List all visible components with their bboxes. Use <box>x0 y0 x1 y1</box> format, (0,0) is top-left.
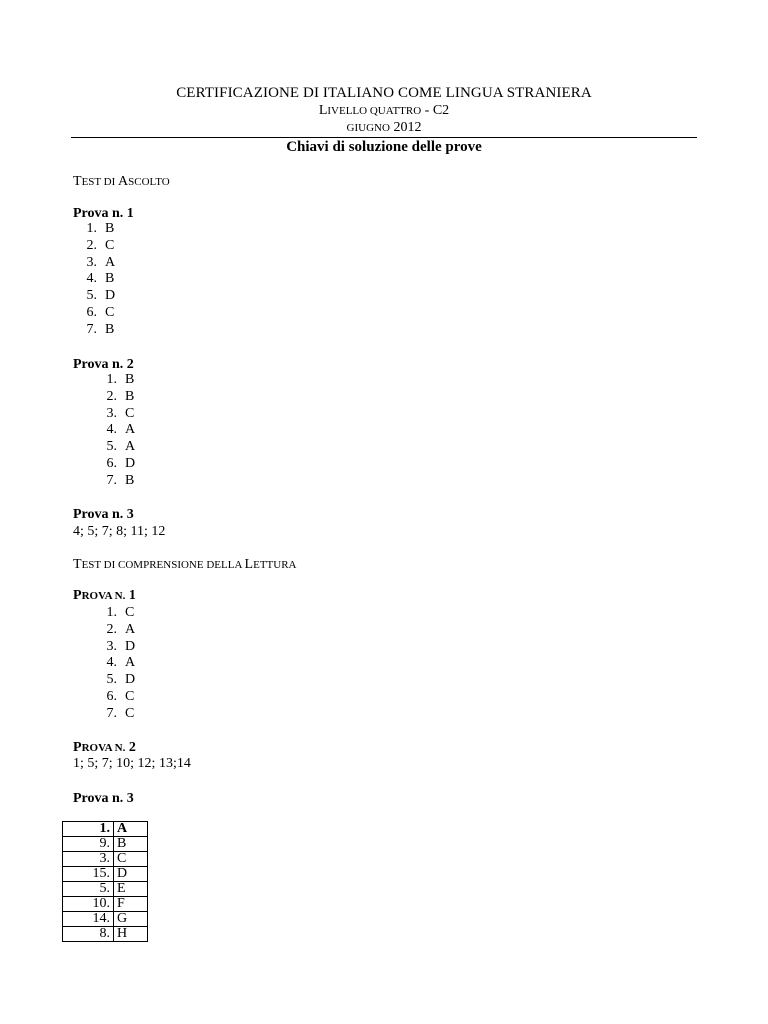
document-subtitle: Chiavi di soluzione delle prove <box>286 139 482 155</box>
item-number: 6. <box>86 304 97 320</box>
ascolto-prova3-answer: 4; 5; 7; 8; 11; 12 <box>73 524 166 539</box>
list-item <box>73 288 115 305</box>
item-answer: B <box>105 271 115 287</box>
item-number: 5. <box>86 288 97 304</box>
item-number: 4. <box>106 422 117 438</box>
item-number: 2. <box>106 388 117 404</box>
table-row <box>63 927 148 942</box>
list-item <box>93 422 135 439</box>
item-answer: C <box>125 688 135 704</box>
table-cell-number: 14. <box>63 912 114 927</box>
item-number: 3. <box>106 638 117 654</box>
table-cell-number: 8. <box>63 927 114 942</box>
section-ascolto-title: TEST DI ASCOLTO <box>73 174 170 189</box>
table-row <box>63 822 148 837</box>
item-answer: A <box>105 254 116 270</box>
level-line <box>0 103 768 119</box>
item-answer: A <box>125 621 136 637</box>
list-item <box>73 305 115 322</box>
item-number: 4. <box>106 655 117 671</box>
table-row <box>63 897 148 912</box>
lettura-prova1-heading: PROVA N. 1 <box>73 588 136 603</box>
item-answer: A <box>125 439 136 455</box>
lettura-prova3-heading: Prova n. 3 <box>73 791 134 806</box>
item-number: 3. <box>86 254 97 270</box>
table-cell-number: 15. <box>63 867 114 882</box>
item-number: 7. <box>106 705 117 721</box>
list-item <box>73 322 115 339</box>
list-item <box>73 221 115 238</box>
ascolto-prova1-heading: Prova n. 1 <box>73 206 134 221</box>
table-row <box>63 867 148 882</box>
list-item <box>93 655 135 672</box>
table-cell-letter: F <box>114 897 148 912</box>
item-answer: C <box>125 605 135 620</box>
item-number: 2. <box>106 621 117 637</box>
list-item <box>93 639 135 656</box>
section-lettura-title: TEST DI COMPRENSIONE DELLA LETTURA <box>73 557 297 572</box>
item-answer: C <box>105 237 115 253</box>
table-cell-letter: C <box>114 852 148 867</box>
item-number: 1. <box>106 605 117 620</box>
level-initial: L <box>318 103 328 118</box>
list-item <box>93 689 135 706</box>
ascolto-prova2-list <box>93 372 135 490</box>
table-cell-letter: H <box>114 927 148 942</box>
list-item <box>73 255 115 272</box>
date-month: GIUGNO <box>346 122 390 134</box>
item-number: 1. <box>86 221 97 236</box>
list-item <box>93 372 135 389</box>
item-answer: B <box>105 221 115 236</box>
header-divider <box>71 137 697 138</box>
item-number: 4. <box>86 271 97 287</box>
table-row <box>63 837 148 852</box>
item-number: 5. <box>106 672 117 688</box>
item-answer: D <box>125 672 136 688</box>
ascolto-prova2-heading: Prova n. 2 <box>73 357 134 372</box>
level-rest: IVELLO QUATTRO <box>327 105 422 117</box>
item-answer: C <box>105 304 115 320</box>
document-title: CERTIFICAZIONE DI ITALIANO COME LINGUA STRANIERA <box>176 85 592 101</box>
item-number: 5. <box>106 439 117 455</box>
table-row <box>63 912 148 927</box>
table-row <box>63 882 148 897</box>
item-answer: B <box>125 472 135 488</box>
list-item <box>93 406 135 423</box>
table-cell-letter: D <box>114 867 148 882</box>
list-item <box>93 672 135 689</box>
level-code: - C2 <box>421 103 450 118</box>
item-answer: D <box>125 638 136 654</box>
item-answer: B <box>125 372 135 387</box>
item-number: 7. <box>106 472 117 488</box>
item-answer: C <box>125 705 135 721</box>
item-answer: C <box>125 405 135 421</box>
lettura-prova2-answer: 1; 5; 7; 10; 12; 13;14 <box>73 756 191 771</box>
item-answer: D <box>105 288 116 304</box>
table-cell-letter: A <box>114 822 148 837</box>
item-number: 7. <box>86 321 97 337</box>
table-cell-number: 5. <box>63 882 114 897</box>
item-number: 2. <box>86 237 97 253</box>
lettura-prova1-list <box>93 605 135 723</box>
list-item <box>93 605 135 622</box>
table-cell-number: 10. <box>63 897 114 912</box>
ascolto-prova3-heading: Prova n. 3 <box>73 507 134 522</box>
item-answer: D <box>125 455 136 471</box>
table-row <box>63 852 148 867</box>
item-answer: B <box>125 388 135 404</box>
list-item <box>73 238 115 255</box>
list-item <box>93 706 135 723</box>
item-number: 6. <box>106 455 117 471</box>
list-item <box>93 456 135 473</box>
item-number: 6. <box>106 688 117 704</box>
list-item <box>93 473 135 490</box>
ascolto-prova1-list <box>73 221 115 339</box>
table-cell-letter: G <box>114 912 148 927</box>
table-cell-number: 3. <box>63 852 114 867</box>
item-answer: B <box>105 321 115 337</box>
lettura-prova3-table <box>62 821 148 942</box>
item-answer: A <box>125 655 136 671</box>
list-item <box>93 622 135 639</box>
table-cell-letter: B <box>114 837 148 852</box>
table-cell-letter: E <box>114 882 148 897</box>
item-number: 1. <box>106 372 117 387</box>
table-cell-number: 1. <box>63 822 114 837</box>
lettura-prova2-heading: PROVA N. 2 <box>73 740 136 755</box>
item-number: 3. <box>106 405 117 421</box>
list-item <box>93 389 135 406</box>
list-item <box>73 271 115 288</box>
list-item <box>93 439 135 456</box>
date-line <box>0 120 768 136</box>
table-cell-number: 9. <box>63 837 114 852</box>
item-answer: A <box>125 422 136 438</box>
date-year: 2012 <box>389 120 422 135</box>
